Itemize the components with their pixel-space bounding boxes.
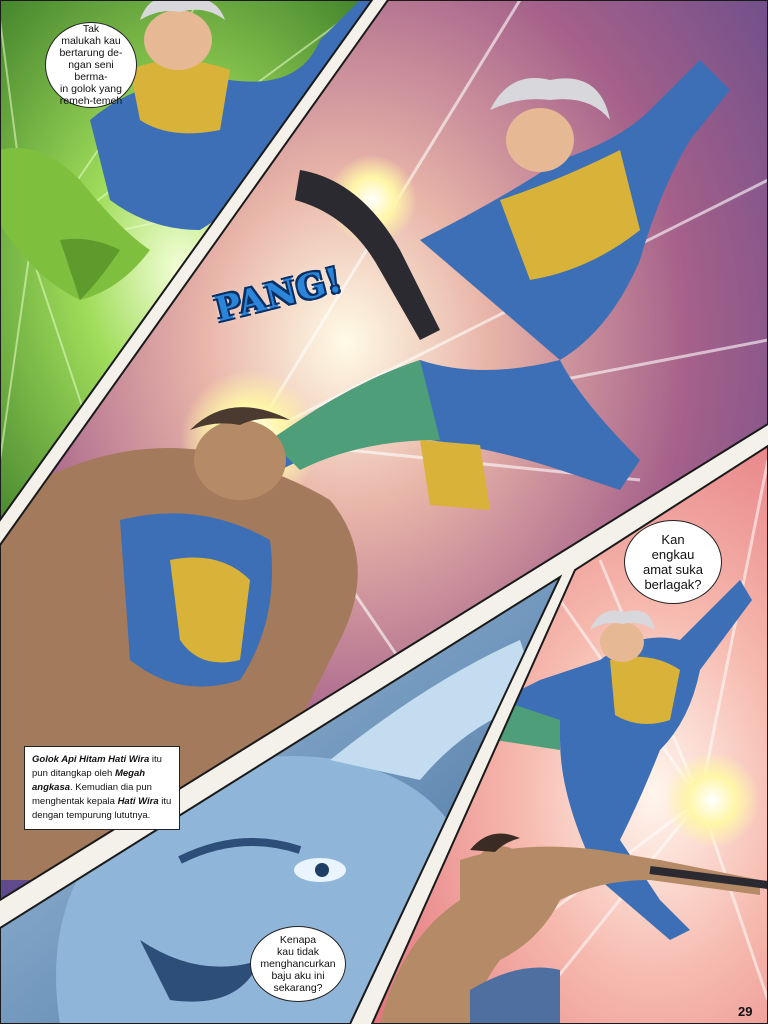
caption-text: itu pun ditangkap oleh	[32, 754, 162, 779]
caption-bold: Megah angkasa	[32, 768, 146, 793]
speech-bubble-top-left	[45, 22, 137, 108]
page-number: 29	[738, 1004, 753, 1019]
bubble-line: baju aku ini	[271, 970, 325, 982]
bubble-line: bertarung de-	[59, 47, 123, 59]
bubble-line: malukah kau	[61, 35, 121, 47]
bubble-line: Tak	[82, 23, 100, 35]
caption-bold: Hati Wira	[117, 796, 159, 807]
bubble-line: menghancurkan	[260, 958, 336, 970]
caption-bold: Golok Api Hitam Hati Wira	[32, 754, 150, 765]
caption-text: itu dengan tempurung lututnya.	[32, 796, 172, 821]
sound-effect-text: PANG!	[211, 259, 347, 331]
bubble-line: amat suka	[643, 562, 703, 577]
speech-bubble-bottom	[250, 926, 346, 1002]
bubble-line: ngan seni berma-	[68, 59, 114, 83]
bubble-line: Kenapa	[279, 934, 317, 946]
bubble-line: kau tidak	[276, 946, 320, 958]
bubble-line: sekarang?	[273, 982, 323, 994]
speech-bubble-right	[624, 520, 722, 604]
bubble-line: berlagak?	[644, 577, 702, 592]
narration-caption	[24, 746, 180, 830]
bubble-line: engkau	[651, 547, 695, 562]
bubble-line: remeh-temeh	[59, 95, 123, 107]
caption-text: . Kemudian dia pun menghentak kepala	[32, 782, 152, 807]
bubble-line: in golok yang	[60, 83, 122, 95]
bubble-line: Kan	[661, 532, 685, 547]
